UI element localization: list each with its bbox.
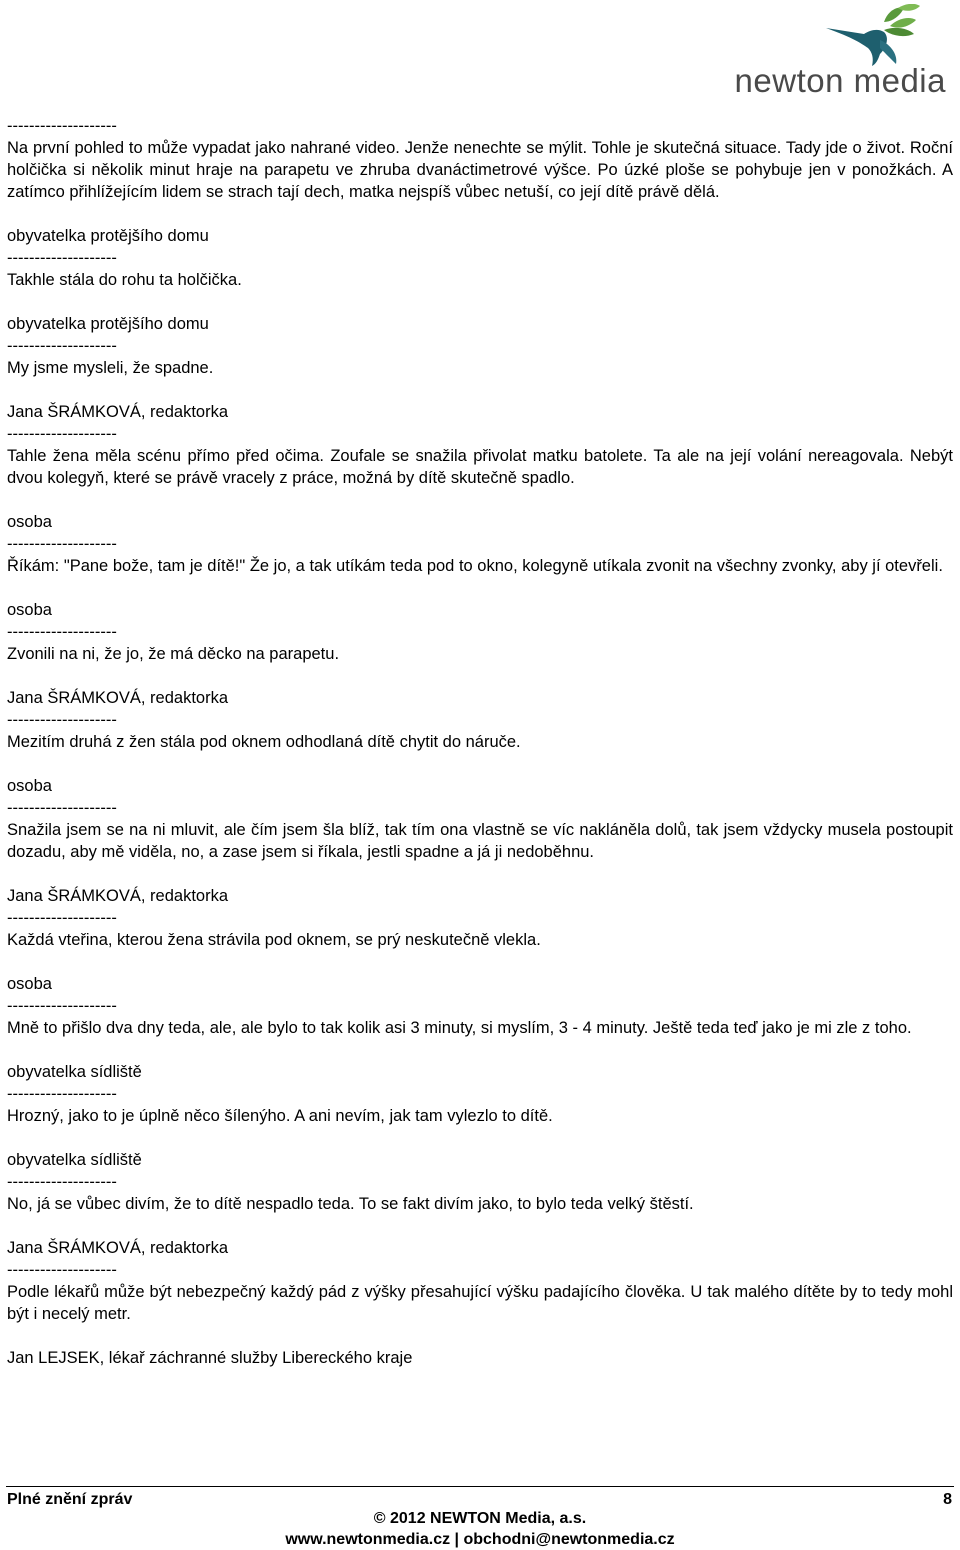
speaker-name: Jana ŠRÁMKOVÁ, redaktorka bbox=[7, 689, 229, 707]
separator: -------------------- bbox=[7, 711, 117, 729]
transcript-entry bbox=[7, 1347, 953, 1369]
separator: -------------------- bbox=[7, 909, 117, 927]
speaker-name: Jana ŠRÁMKOVÁ, redaktorka bbox=[7, 887, 229, 905]
speaker-name: Jana ŠRÁMKOVÁ, redaktorka bbox=[7, 1239, 229, 1257]
newton-media-logo bbox=[734, 4, 952, 99]
speaker-name: obyvatelka sídliště bbox=[7, 1151, 142, 1169]
logo-wordmark: newton media bbox=[734, 62, 946, 99]
transcript-entry bbox=[7, 1061, 953, 1127]
separator: -------------------- bbox=[7, 425, 117, 443]
entry-text: Mezitím druhá z žen stála pod oknem odhodlaná dítě chytit do náruče. bbox=[7, 733, 521, 751]
separator: -------------------- bbox=[7, 1261, 117, 1279]
speaker-name: osoba bbox=[7, 777, 52, 795]
entry-text: Snažila jsem se na ni mluvit, ale čím jsem šla blíž, tak tím ona vlastně se víc nakláněla dolů, tak jsem vždycky musela postoupit dozadu, aby mě viděla, no, a zase jsem si říkala, jestli spadne a já ji nedoběhnu. bbox=[7, 821, 953, 861]
entry-text: Takhle stála do rohu ta holčička. bbox=[7, 271, 242, 289]
transcript-entry bbox=[7, 973, 953, 1039]
separator: -------------------- bbox=[7, 799, 117, 817]
separator: -------------------- bbox=[7, 337, 117, 355]
footer-contact: www.newtonmedia.cz | obchodni@newtonmedia.cz bbox=[285, 1531, 675, 1548]
transcript-entry bbox=[7, 1149, 953, 1215]
transcript-entry bbox=[7, 401, 953, 489]
entry-text: No, já se vůbec divím, že to dítě nespadlo teda. To se fakt divím jako, to bylo teda velký štěstí. bbox=[7, 1195, 694, 1213]
entry-text: My jsme mysleli, že spadne. bbox=[7, 359, 214, 377]
speaker-name: obyvatelka sídliště bbox=[7, 1063, 142, 1081]
transcript-entry bbox=[7, 599, 953, 665]
footer-publication-title: Plné znění zpráv bbox=[7, 1491, 133, 1508]
separator: -------------------- bbox=[7, 535, 117, 553]
footer-copyright: © 2012 NEWTON Media, a.s. bbox=[373, 1510, 587, 1527]
transcript-entry bbox=[7, 885, 953, 951]
entry-text: Na první pohled to může vypadat jako nahrané video. Jenže nenechte se mýlit. Tohle je skutečná situace. Tady jde o život. Roční holčička si několik minut hraje na parapetu ve zhruba dvanáctimetrové výšce. Po úzké ploše se pohybuje jen v ponožkách. A zatímco přihlížejícím lidem se strach tají dech, matka nejspíš vůbec netuší, co její dítě právě dělá. bbox=[7, 139, 953, 201]
transcript-entry bbox=[7, 511, 953, 577]
separator: -------------------- bbox=[7, 1173, 117, 1191]
separator: -------------------- bbox=[7, 249, 117, 267]
speaker-name: obyvatelka protějšího domu bbox=[7, 227, 209, 245]
speaker-name: osoba bbox=[7, 975, 52, 993]
transcript-entry bbox=[7, 687, 953, 753]
entry-text: Každá vteřina, kterou žena strávila pod oknem, se prý neskutečně vlekla. bbox=[7, 931, 541, 949]
entry-text: Zvonili na ni, že jo, že má děcko na parapetu. bbox=[7, 645, 340, 663]
transcript-entry bbox=[7, 313, 953, 379]
speaker-name: obyvatelka protějšího domu bbox=[7, 315, 209, 333]
speaker-name: Jana ŠRÁMKOVÁ, redaktorka bbox=[7, 403, 229, 421]
separator: -------------------- bbox=[7, 1085, 117, 1103]
speaker-name: osoba bbox=[7, 601, 52, 619]
footer-info bbox=[0, 1508, 960, 1550]
entry-text: Podle lékařů může být nebezpečný každý pád z výšky přesahující výšku padajícího člověka. U tak malého dítěte by to tedy mohl být i necelý metr. bbox=[7, 1283, 953, 1323]
entry-text: Mně to přišlo dva dny teda, ale, ale bylo to tak kolik asi 3 minuty, si myslím, 3 - 4 minuty. Ještě teda teď jako je mi zle z toho. bbox=[7, 1019, 912, 1037]
transcript-entry bbox=[7, 1237, 953, 1325]
separator: -------------------- bbox=[7, 117, 117, 135]
entry-text: Tahle žena měla scénu přímo před očima. Zoufale se snažila přivolat matku batolete. Ta ale na její volání nereagovala. Nebýt dvou kolegyň, které se právě vracely z práce, možná by dítě skutečně spadlo. bbox=[7, 447, 953, 487]
transcript bbox=[7, 115, 953, 1391]
entry-text: Hrozný, jako to je úplně něco šílenýho. A ani nevím, jak tam vylezlo to dítě. bbox=[7, 1107, 553, 1125]
transcript-entry bbox=[7, 115, 953, 203]
separator: -------------------- bbox=[7, 997, 117, 1015]
separator: -------------------- bbox=[7, 623, 117, 641]
hummingbird-logo-icon bbox=[824, 4, 944, 66]
page-number: 8 bbox=[943, 1491, 952, 1508]
entry-text: Říkám: "Pane bože, tam je dítě!" Že jo, a tak utíkám teda pod to okno, kolegyně utíkala zvonit na všechny zvonky, aby jí otevřeli. bbox=[7, 557, 943, 575]
footer-divider bbox=[6, 1486, 954, 1487]
transcript-entry bbox=[7, 225, 953, 291]
transcript-entry bbox=[7, 775, 953, 863]
speaker-name: Jan LEJSEK, lékař záchranné služby Libereckého kraje bbox=[7, 1349, 413, 1367]
speaker-name: osoba bbox=[7, 513, 52, 531]
